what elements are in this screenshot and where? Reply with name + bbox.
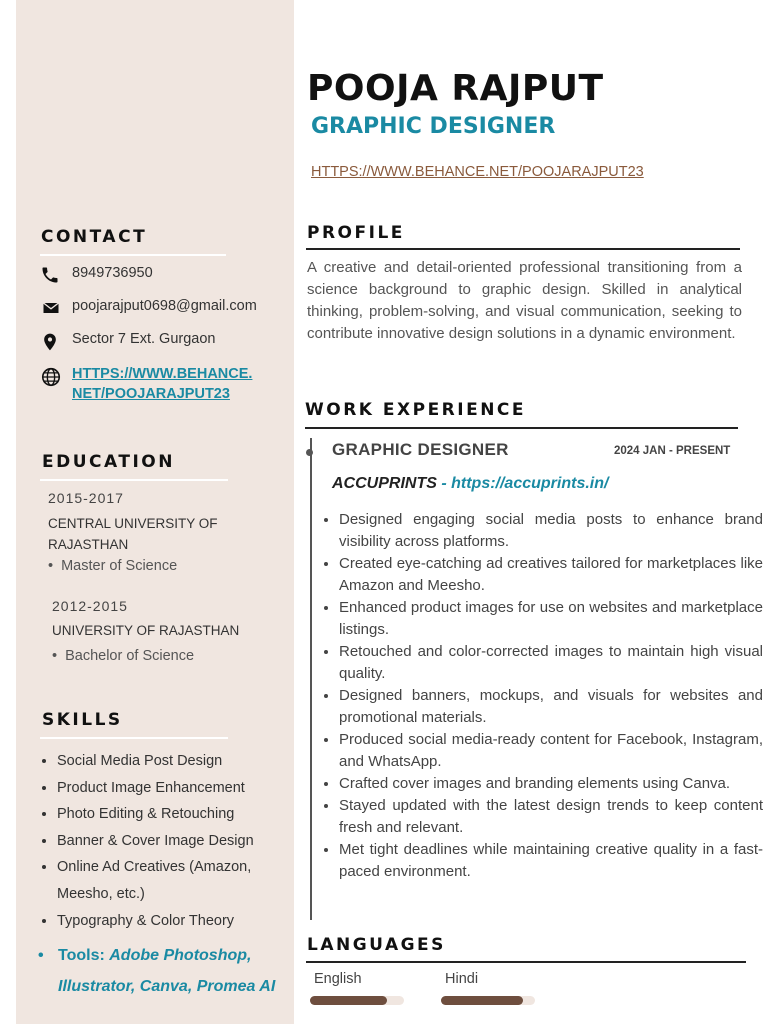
company-line: [332, 475, 608, 493]
location-pin-icon: [40, 331, 62, 351]
contact-website[interactable]: [40, 364, 252, 404]
skills-heading: SKILLS: [42, 710, 123, 730]
duty-item: • Designed banners, mockups, and visuals for websites and promotional materials.: [339, 685, 763, 729]
duty-item: • Met tight deadlines while maintaining creative quality in a fast-paced environment.: [339, 839, 763, 883]
globe-icon: [40, 366, 62, 386]
skill-item: • Social Media Post Design: [57, 748, 297, 775]
portfolio-link[interactable]: HTTPS://WWW.BEHANCE.NET/POOJARAJPUT23: [311, 164, 644, 180]
tools-line: [38, 940, 294, 1002]
bullet-dot: •: [38, 947, 44, 964]
skill-item: • Photo Editing & Retouching: [57, 801, 297, 828]
languages-divider: [306, 961, 746, 963]
education-degree-1-text: Master of Science: [61, 558, 178, 574]
education-school-1: [48, 513, 218, 555]
skill-item: • Banner & Cover Image Design: [57, 828, 297, 855]
education-degree-1: [48, 558, 177, 574]
phone-number: 8949736950: [72, 265, 153, 281]
skill-item: • Online Ad Creatives (Amazon, Meesho, etc.): [57, 854, 297, 907]
education-divider: [40, 479, 228, 481]
profile-divider: [306, 248, 740, 250]
bullet-dot: •: [52, 648, 58, 664]
education-years-2: 2012-2015: [52, 598, 128, 614]
work-heading: WORK EXPERIENCE: [305, 400, 527, 420]
candidate-name: POOJA RAJPUT: [307, 68, 604, 109]
address-text: Sector 7 Ext. Gurgaon: [72, 331, 216, 347]
skills-divider: [40, 737, 228, 739]
education-school-1-line1: CENTRAL UNIVERSITY OF: [48, 516, 218, 531]
skills-list: [40, 748, 297, 934]
contact-phone: [40, 265, 153, 285]
job-title: GRAPHIC DESIGNER: [332, 440, 509, 459]
website-link-line1: HTTPS://WWW.BEHANCE.: [72, 366, 253, 382]
languages-heading: LANGUAGES: [307, 935, 446, 955]
education-degree-2: [52, 648, 194, 664]
skill-item: • Product Image Enhancement: [57, 775, 297, 802]
language-name-english: English: [314, 971, 362, 987]
tools-label: Tools:: [58, 947, 110, 964]
education-school-2: [52, 620, 239, 641]
work-divider: [305, 427, 738, 429]
duty-item: • Stayed updated with the latest design trends to keep content fresh and relevant.: [339, 795, 763, 839]
contact-email[interactable]: [40, 298, 257, 318]
candidate-title: GRAPHIC DESIGNER: [311, 114, 556, 139]
education-degree-2-text: Bachelor of Science: [65, 648, 195, 664]
skill-item: • Typography & Color Theory: [57, 908, 297, 935]
timeline-dot: [306, 449, 313, 456]
language-level-english: [310, 996, 387, 1005]
email-address[interactable]: poojarajput0698@gmail.com: [72, 298, 257, 314]
mail-icon: [40, 298, 62, 318]
language-level-hindi: [441, 996, 523, 1005]
education-school-2-line1: UNIVERSITY OF RAJASTHAN: [52, 623, 240, 638]
timeline-line: [310, 438, 312, 920]
job-dates: 2024 JAN - PRESENT: [614, 445, 731, 457]
duty-item: • Crafted cover images and branding elements using Canva.: [339, 773, 763, 795]
website-link[interactable]: [72, 364, 252, 404]
profile-summary: A creative and detail-oriented professional transitioning from a science background to graphic design. Skilled in analytical thinking, problem-solving, and visual communication, seeking to contribute innovative design solutions in a dynamic environment.: [307, 259, 742, 342]
duty-item: • Created eye-catching ad creatives tailored for marketplaces like Amazon and Meesho.: [339, 553, 763, 597]
education-school-1-line2: RAJASTHAN: [48, 537, 129, 552]
duty-item: • Enhanced product images for use on websites and marketplace listings.: [339, 597, 763, 641]
duties-list: [322, 509, 763, 883]
language-bar-hindi: [441, 996, 535, 1005]
duty-item: • Retouched and color-corrected images to maintain high visual quality.: [339, 641, 763, 685]
duty-item: • Designed engaging social media posts to enhance brand visibility across platforms.: [339, 509, 763, 553]
bullet-dot: •: [48, 558, 54, 574]
company-url[interactable]: https://accuprints.in/: [451, 475, 609, 492]
duty-item: • Produced social media-ready content for Facebook, Instagram, and WhatsApp.: [339, 729, 763, 773]
profile-heading: PROFILE: [307, 223, 405, 243]
contact-divider: [40, 254, 226, 256]
language-bar-english: [310, 996, 404, 1005]
phone-icon: [40, 265, 62, 285]
language-name-hindi: Hindi: [445, 971, 479, 987]
education-years-1: 2015-2017: [48, 490, 124, 506]
company-name: ACCUPRINTS: [332, 475, 437, 492]
company-separator: -: [436, 475, 452, 492]
contact-heading: CONTACT: [41, 227, 148, 247]
tools-value: Adobe Photoshop, Illustrator, Canva, Promea AI: [58, 947, 276, 995]
contact-address: [40, 331, 215, 351]
education-heading: EDUCATION: [42, 452, 175, 472]
website-link-line2: NET/POOJARAJPUT23: [72, 386, 230, 402]
